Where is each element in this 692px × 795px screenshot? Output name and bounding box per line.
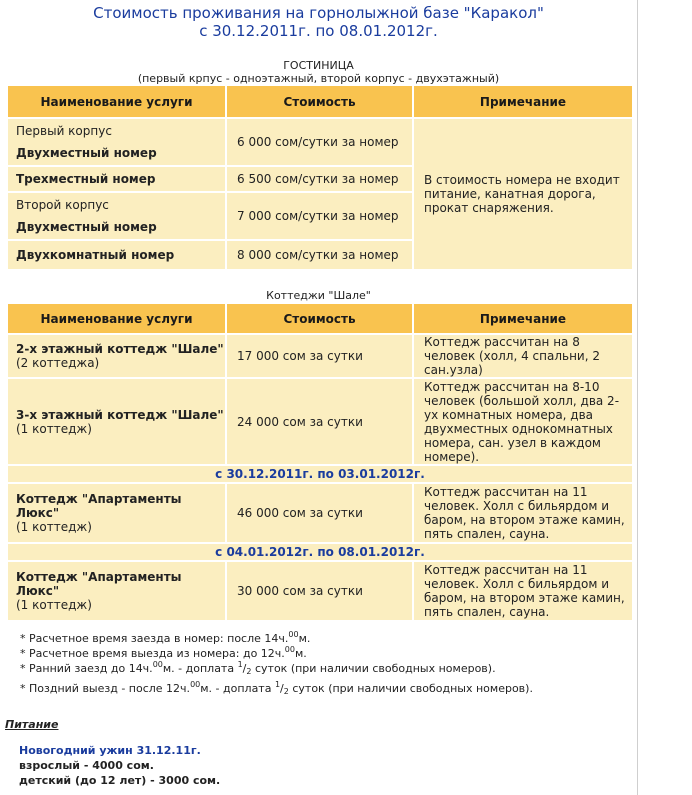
cottage-name: Коттедж "Апартаменты Люкс" bbox=[16, 492, 182, 520]
footnote-early-checkin: * Ранний заезд до 14ч.$^{00}$м. - доплата $^1/_2$ суток (при наличии свободных номеров). bbox=[20, 660, 496, 676]
table-row bbox=[8, 379, 632, 464]
cottage-count: (2 коттеджа) bbox=[16, 356, 100, 370]
cottages-header-row bbox=[8, 304, 632, 333]
price-cell: 46 000 сом за сутки bbox=[227, 484, 412, 542]
hotel-subcaption: (первый крпус - одноэтажный, второй корпус - двухэтажный) bbox=[137, 72, 500, 85]
period-row bbox=[8, 544, 632, 560]
food-heading: Питание bbox=[5, 718, 59, 731]
cottage-name: Коттедж "Апартаменты Люкс" bbox=[16, 570, 182, 598]
hotel-note-cell: В стоимость номера не входит питание, канатная дорога, прокат снаряжения. bbox=[414, 119, 632, 269]
price-cell: 8 000 сом/сутки за номер bbox=[227, 241, 412, 269]
cottage-name: 2-х этажный коттедж "Шале" bbox=[16, 342, 224, 356]
price-cell: 6 000 сом/сутки за номер bbox=[227, 119, 412, 165]
cottages-caption: Коттеджи "Шале" bbox=[266, 289, 371, 302]
cottage-count: (1 коттедж) bbox=[16, 421, 92, 436]
building-label: Первый корпус bbox=[16, 124, 112, 138]
right-border-line bbox=[637, 0, 638, 795]
price-cell: 30 000 сом за сутки bbox=[227, 562, 412, 620]
service-cell bbox=[8, 193, 225, 239]
col-header-note: Примечание bbox=[414, 304, 632, 333]
period-label: с 04.01.2012г. по 08.01.2012г. bbox=[8, 544, 632, 560]
col-header-note: Примечание bbox=[414, 86, 632, 117]
cottage-count: (1 коттедж) bbox=[16, 520, 92, 534]
col-header-service: Наименование услуги bbox=[8, 86, 225, 117]
table-row bbox=[8, 335, 632, 377]
room-name: Двухкомнатный номер bbox=[8, 241, 225, 269]
footnotes bbox=[20, 627, 533, 696]
table-row bbox=[8, 119, 632, 165]
table-row bbox=[8, 484, 632, 542]
period-label: с 30.12.2011г. по 03.01.2012г. bbox=[8, 466, 632, 482]
hotel-caption: ГОСТИНИЦА bbox=[283, 59, 354, 72]
footnote-checkin: * Расчетное время заезда в номер: после 14ч.$^{00}$м. bbox=[20, 630, 311, 645]
price-cell: 17 000 сом за сутки bbox=[227, 335, 412, 377]
room-name: Трехместный номер bbox=[8, 167, 225, 191]
period-row bbox=[8, 466, 632, 482]
cottages-price-table bbox=[6, 302, 634, 622]
note-cell: Коттедж рассчитан на 8-10 человек (большой холл, два 2-ух комнатных номера, два двухместных однокомнатных номера, сан. узел в каждом номере). bbox=[414, 379, 632, 464]
price-cell: 6 500 сом/сутки за номер bbox=[227, 167, 412, 191]
title-line-2: с 30.12.2011г. по 08.01.2012г. bbox=[199, 22, 438, 40]
title-line-1: Стоимость проживания на горнолыжной базе "Каракол" bbox=[93, 4, 544, 22]
service-cell bbox=[8, 379, 225, 464]
building-label: Второй корпус bbox=[16, 198, 109, 212]
table-row bbox=[8, 562, 632, 620]
hotel-header-row bbox=[8, 86, 632, 117]
price-cell: 7 000 сом/сутки за номер bbox=[227, 193, 412, 239]
note-cell: Коттедж рассчитан на 11 человек. Холл с бильярдом и баром, на втором этаже камин, пять спален, сауна. bbox=[414, 562, 632, 620]
page-title bbox=[0, 4, 637, 40]
footnote-checkout: * Расчетное время выезда из номера: до 12ч.$^{00}$м. bbox=[20, 645, 307, 660]
col-header-price: Стоимость bbox=[227, 86, 412, 117]
room-name: Двухместный номер bbox=[16, 220, 157, 234]
hotel-price-table bbox=[6, 84, 634, 271]
service-cell bbox=[8, 484, 225, 542]
footnote-late-checkout: * Поздний выезд - после 12ч.$^{00}$м. - доплата $^1/_2$ суток (при наличии свободных номеров). bbox=[20, 680, 533, 696]
service-cell bbox=[8, 119, 225, 165]
service-cell bbox=[8, 335, 225, 377]
room-name: Двухместный номер bbox=[16, 146, 157, 160]
food-section bbox=[19, 743, 220, 788]
col-header-service: Наименование услуги bbox=[8, 304, 225, 333]
note-cell: Коттедж рассчитан на 8 человек (холл, 4 спальни, 2 сан.узла) bbox=[414, 335, 632, 377]
price-cell: 24 000 сом за сутки bbox=[227, 379, 412, 464]
child-price: детский (до 12 лет) - 3000 сом. bbox=[19, 774, 221, 787]
adult-price: взрослый - 4000 сом. bbox=[19, 759, 154, 772]
new-year-dinner: Новогодний ужин 31.12.11г. bbox=[19, 744, 201, 757]
col-header-price: Стоимость bbox=[227, 304, 412, 333]
cottage-name: 3-х этажный коттедж "Шале" bbox=[16, 407, 224, 422]
note-cell: Коттедж рассчитан на 11 человек. Холл с бильярдом и баром, на втором этаже камин, пять спален, сауна. bbox=[414, 484, 632, 542]
cottage-count: (1 коттедж) bbox=[16, 598, 92, 612]
service-cell bbox=[8, 562, 225, 620]
